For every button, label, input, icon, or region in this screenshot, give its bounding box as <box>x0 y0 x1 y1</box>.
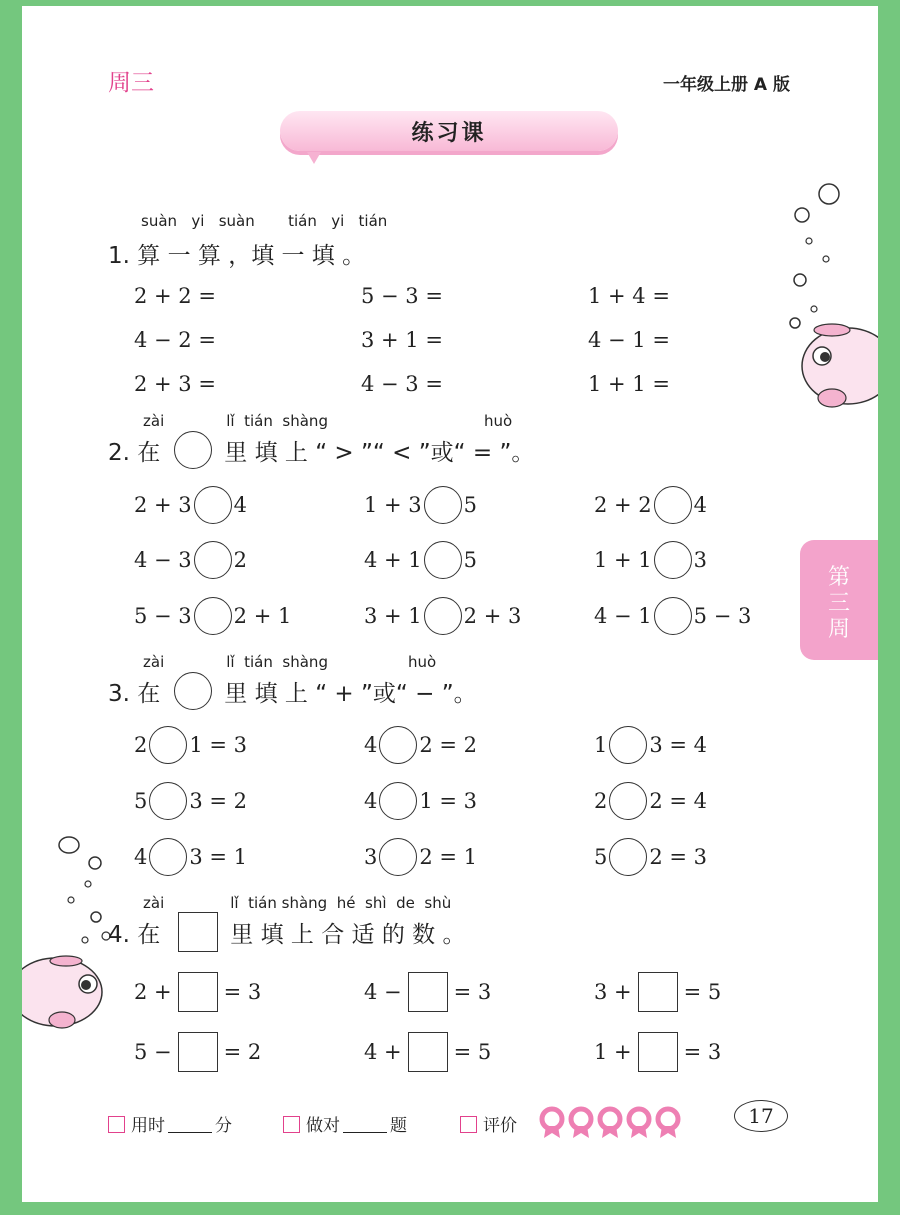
correct-blank[interactable] <box>343 1118 387 1133</box>
q4-title-box <box>178 912 218 952</box>
day-label: 周三 <box>108 70 154 96</box>
q2-item-2: 1 + 3 5 <box>364 486 477 524</box>
answer-circle[interactable] <box>424 486 462 524</box>
q3-title: 3. 在 里 填 上 “ + ”或“ − ”。 <box>108 672 489 710</box>
answer-box[interactable] <box>638 1032 678 1072</box>
checkbox-icon[interactable] <box>460 1116 477 1133</box>
answer-circle[interactable] <box>609 782 647 820</box>
answer-circle[interactable] <box>194 541 232 579</box>
q1-title: 1. 算 一 算 ，填 一 填 。 <box>108 243 366 269</box>
q2-item-4: 4 − 3 2 <box>134 541 247 579</box>
q2-item-9: 4 − 1 5 − 3 <box>594 597 751 635</box>
answer-circle[interactable] <box>654 541 692 579</box>
q1-pinyin: suàn yi suàn tián yi tián <box>141 212 388 230</box>
q1-eq-2: 5 − 3 = <box>361 284 443 308</box>
page-number: 17 <box>734 1100 788 1132</box>
rosette-icon[interactable] <box>629 1109 649 1138</box>
q2-title-circle <box>174 431 212 469</box>
q1-eq-4: 4 − 2 = <box>134 328 216 352</box>
footer-time: 用时 分 <box>108 1111 232 1136</box>
checkbox-icon[interactable] <box>108 1116 125 1133</box>
q4-title: 4. 在 里 填 上 合 适 的 数 。 <box>108 912 477 952</box>
q3-item-1: 2 1 = 3 <box>134 726 247 764</box>
banner-tail <box>307 152 321 164</box>
q1-eq-1: 2 + 2 = <box>134 284 216 308</box>
q2-item-5: 4 + 1 5 <box>364 541 477 579</box>
q3-item-6: 2 2 = 4 <box>594 782 707 820</box>
q3-item-7: 4 3 = 1 <box>134 838 247 876</box>
answer-circle[interactable] <box>654 486 692 524</box>
q1-eq-9: 1 + 1 = <box>588 372 670 396</box>
q3-item-4: 5 3 = 2 <box>134 782 247 820</box>
answer-circle[interactable] <box>149 838 187 876</box>
answer-box[interactable] <box>178 1032 218 1072</box>
q4-pinyin: zài lǐ tián shàng hé shì de shù <box>143 894 452 912</box>
answer-circle[interactable] <box>654 597 692 635</box>
answer-circle[interactable] <box>424 597 462 635</box>
q4-item-2: 4 − = 3 <box>364 972 491 1012</box>
page-title: 练习课 <box>411 121 487 146</box>
rosette-icon[interactable] <box>571 1109 591 1138</box>
q2-item-7: 5 − 3 2 + 1 <box>134 597 291 635</box>
answer-circle[interactable] <box>149 782 187 820</box>
worksheet-page <box>22 6 878 1202</box>
fish-illustration-bottom <box>22 832 118 1032</box>
time-blank[interactable] <box>168 1118 212 1133</box>
footer-rating: 评价 <box>460 1111 517 1136</box>
rosette-icon[interactable] <box>600 1109 620 1138</box>
answer-circle[interactable] <box>379 726 417 764</box>
answer-circle[interactable] <box>609 726 647 764</box>
answer-box[interactable] <box>408 972 448 1012</box>
q2-pinyin: zài lǐ tián shàng huò <box>143 412 513 430</box>
answer-box[interactable] <box>638 972 678 1012</box>
answer-circle[interactable] <box>194 597 232 635</box>
q4-item-4: 5 − = 2 <box>134 1032 261 1072</box>
answer-circle[interactable] <box>149 726 187 764</box>
rosette-icon[interactable] <box>542 1109 562 1138</box>
q2-item-1: 2 + 3 4 <box>134 486 247 524</box>
footer-correct: 做对 题 <box>283 1111 407 1136</box>
answer-circle[interactable] <box>379 782 417 820</box>
answer-circle[interactable] <box>609 838 647 876</box>
q3-title-circle <box>174 672 212 710</box>
grade-label: 一年级上册 A 版 <box>663 75 790 95</box>
q3-item-8: 3 2 = 1 <box>364 838 477 876</box>
answer-circle[interactable] <box>424 541 462 579</box>
rating-rosettes <box>538 1106 682 1140</box>
answer-circle[interactable] <box>379 838 417 876</box>
checkbox-icon[interactable] <box>283 1116 300 1133</box>
q1-eq-8: 4 − 3 = <box>361 372 443 396</box>
answer-box[interactable] <box>178 972 218 1012</box>
q2-item-8: 3 + 1 2 + 3 <box>364 597 521 635</box>
q3-item-3: 1 3 = 4 <box>594 726 707 764</box>
answer-box[interactable] <box>408 1032 448 1072</box>
week-side-tab: 第 三 周 <box>800 540 878 660</box>
q1-eq-3: 1 + 4 = <box>588 284 670 308</box>
q3-item-9: 5 2 = 3 <box>594 838 707 876</box>
q3-item-2: 4 2 = 2 <box>364 726 477 764</box>
q3-pinyin: zài lǐ tián shàng huò <box>143 653 437 671</box>
answer-circle[interactable] <box>194 486 232 524</box>
q2-item-6: 1 + 1 3 <box>594 541 707 579</box>
fish-illustration-top <box>782 176 878 416</box>
q2-item-3: 2 + 2 4 <box>594 486 707 524</box>
q4-item-5: 4 + = 5 <box>364 1032 491 1072</box>
q4-item-3: 3 + = 5 <box>594 972 721 1012</box>
q2-title: 2. 在 里 填 上 “ > ”“ < ”或“ = ”。 <box>108 431 546 469</box>
q1-eq-7: 2 + 3 = <box>134 372 216 396</box>
q1-eq-6: 4 − 1 = <box>588 328 670 352</box>
q4-item-6: 1 + = 3 <box>594 1032 721 1072</box>
rosette-icon[interactable] <box>658 1109 678 1138</box>
q1-eq-5: 3 + 1 = <box>361 328 443 352</box>
q3-item-5: 4 1 = 3 <box>364 782 477 820</box>
q4-item-1: 2 + = 3 <box>134 972 261 1012</box>
